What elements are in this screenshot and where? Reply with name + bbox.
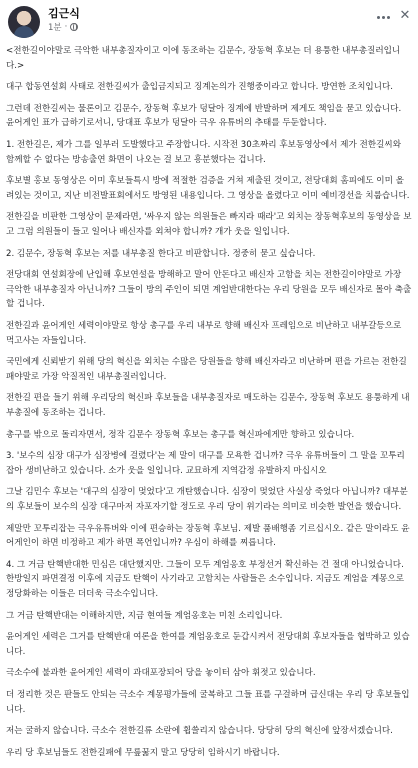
post-paragraph: 그런데 전한길씨는 물론이고 김문수, 장동혁 후보가 덩달아 징계에 반발하며 제게도 책임을 묻고 있습니다. 윤어게인 표가 급하기로서니, 당대표 후보가 덩달아 극우 유튜버의 추태를 두둔합니다.: [6, 103, 404, 129]
post-paragraph: 그 거금 탄핵반대는 이해하지만, 지금 현여들 계엄옹호는 미친 소리입니다.: [6, 610, 283, 621]
post-paragraph: 4. 그 거금 탄핵반대한 민심은 대단했지만. 그들이 모두 계엄옹호 부정선거 확신하는 건 절대 아니었습니다. 한방일지 파면결정 이후에 지금도 탄핵이 사기라고 고함치는 사람들은 소수입니다. 지금도 계엄을 계몽으로 정당화하는 이들은 더더욱 극소수입니다.: [6, 559, 407, 599]
post-header: [0, 0, 418, 44]
post-paragraph: 국민에게 신뢰받기 위해 당의 혁신을 외치는 수많은 당원들을 향해 배신자라고 비난하며 편을 가르는 전한길패야말로 가장 악질적인 내부총질러입니다.: [6, 357, 407, 382]
post-paragraph: 저는 굴하지 않습니다. 극소수 전한길류 소란에 휩쓸리지 않습니다. 당당히 당의 혁신에 앞장서겠습니다.: [6, 726, 393, 737]
post-paragraph: 극소수에 불과한 윤어게인 세력이 과대포장되어 당을 놓이터 삼아 휘젓고 있습니다.: [6, 668, 316, 679]
post-paragraph: 윤어게인 세력은 그거를 탄핵반대 여론을 한여를 계엄옹호로 둔갑시켜서 전당대회 후보자들을 협박하고 있습니다.: [6, 632, 410, 657]
post-meta: [48, 21, 78, 33]
post-paragraph: 후보별 홍보 동영상은 이미 후보들특시 방에 적절한 검증을 거쳐 제출된 것이고, 전당대회 홈피에도 이미 올려있는 것이고, 지난 비전발표회에서도 방영된 내용입니다. 그 영상을 올렸다고 이미 예비경선을 치룹습니다.: [6, 176, 410, 201]
more-options-icon[interactable]: [374, 10, 392, 24]
post-paragraph: 1. 전한길은, 제가 그를 일부러 도발했다고 주장합니다. 시작전 30초짜리 후보동영상에서 제가 전한길씨와 함께할 수 없다는 방송출연 화면이 나오는 걸 보고 흥분했다는 겁니다.: [6, 140, 404, 165]
post-paragraph: 우리 당 후보님들도 전한길패에 무릎꿇지 말고 당당히 임하시기 바랍니다.: [6, 747, 280, 758]
post-paragraph: 전당대회 연설회장에 난입해 후보연설을 방해하고 말어 안돈다고 배신자 고함을 치는 전한길이야말로 가장 극악한 내부총질자 아닌니까? 그들이 방의 주인이 되면 계엄반대한다는 우리 당원을 모두 배신자로 몰아 축출할 겁니다.: [6, 270, 412, 310]
post-paragraph: 3. '보수의 심장 대구가 심장병에 걸렸다'는 제 말이 대구를 모욕한 겁니까? 극우 유튜버들이 그 말을 꼬투리 잡아 생비난하고 있습니다. 소가 웃을 일입니다. 교묘하게 지역감정 유발하지 마십시오: [6, 451, 408, 476]
separator-dot: ·: [64, 22, 68, 32]
post-paragraph: 전한길과 윤어게인 세력이야말로 항상 총구를 우리 내부로 향해 배신자 프레임으로 비난하고 내부갈등으로 먹고사는 자들입니다.: [6, 321, 405, 346]
post-body: [6, 44, 412, 768]
post-paragraph: 제말만 꼬투리잡는 극우유튜버와 이에 편승하는 장동혁 후보님. 제발 품배행좀 기르십시오. 같은 말이라도 윤어게인이 하면 비정하고 제가 하면 폭언입니까? 우심이 하해를 찌릅니다.: [6, 523, 410, 549]
post-paragraph: 총구를 밖으로 돌리자면서, 정작 김문수 장동혁 후보는 총구를 혁신파에게만 향하고 있습니다.: [6, 429, 355, 440]
close-icon[interactable]: ✕: [399, 8, 411, 23]
avatar[interactable]: [8, 6, 40, 38]
post-paragraph: 그날 김민수 후보는 '대구의 심장이 멎었다'고 개탄했습니다. 심장이 멎었단 사실상 죽었다 아닙니까? 대부분의 후보들이 보수의 심장 대구마저 자포자기할 정도로 우리 당이 위기라는 의미로 비슷한 발언을 했습니다.: [6, 487, 408, 512]
post-paragraph: <전한길이야말로 극악한 내부총질자이고 이에 동조하는 김문수, 장동혁 후보는 더 용퉁한 내부총질러입니다.>: [6, 46, 401, 71]
globe-icon: [70, 23, 78, 31]
post-paragraph: 더 정리한 것은 판들도 안되는 극소수 계몽평가들에 굴복하고 그들 표를 구걸하며 급신대는 우리 당 후보들입니다.: [6, 690, 410, 715]
post-paragraph: 전한길 편을 들기 위해 우리당의 혁신파 후보들을 내부총질자로 매도하는 김문수, 장동혁 후보도 용퉁하게 내부총질에 동조하는 겁니다.: [6, 393, 410, 418]
post-time[interactable]: 1분: [48, 23, 62, 33]
post-paragraph: 2. 김문수, 장동혁 후보는 저를 내부총질 한다고 비판합니다. 정중히 묻고 싶습니다.: [6, 248, 316, 259]
post-paragraph: 전한길을 비판한 그영상이 문제라면, '싸우지 않는 의원들은 빠지라 때라'고 외치는 장동혁후보의 동영상을 보고 그럼 의원들이 들고 일어나 배신자를 외쳐야 합니까? 개가 웃을 일입니다.: [6, 212, 412, 237]
author-name[interactable]: 김근식: [48, 7, 80, 20]
post-paragraph: 대구 합동연설회 사태로 전한길씨가 출입금지되고 징계논의가 진행중이라고 합니다. 방연한 조치입니다.: [6, 82, 394, 93]
